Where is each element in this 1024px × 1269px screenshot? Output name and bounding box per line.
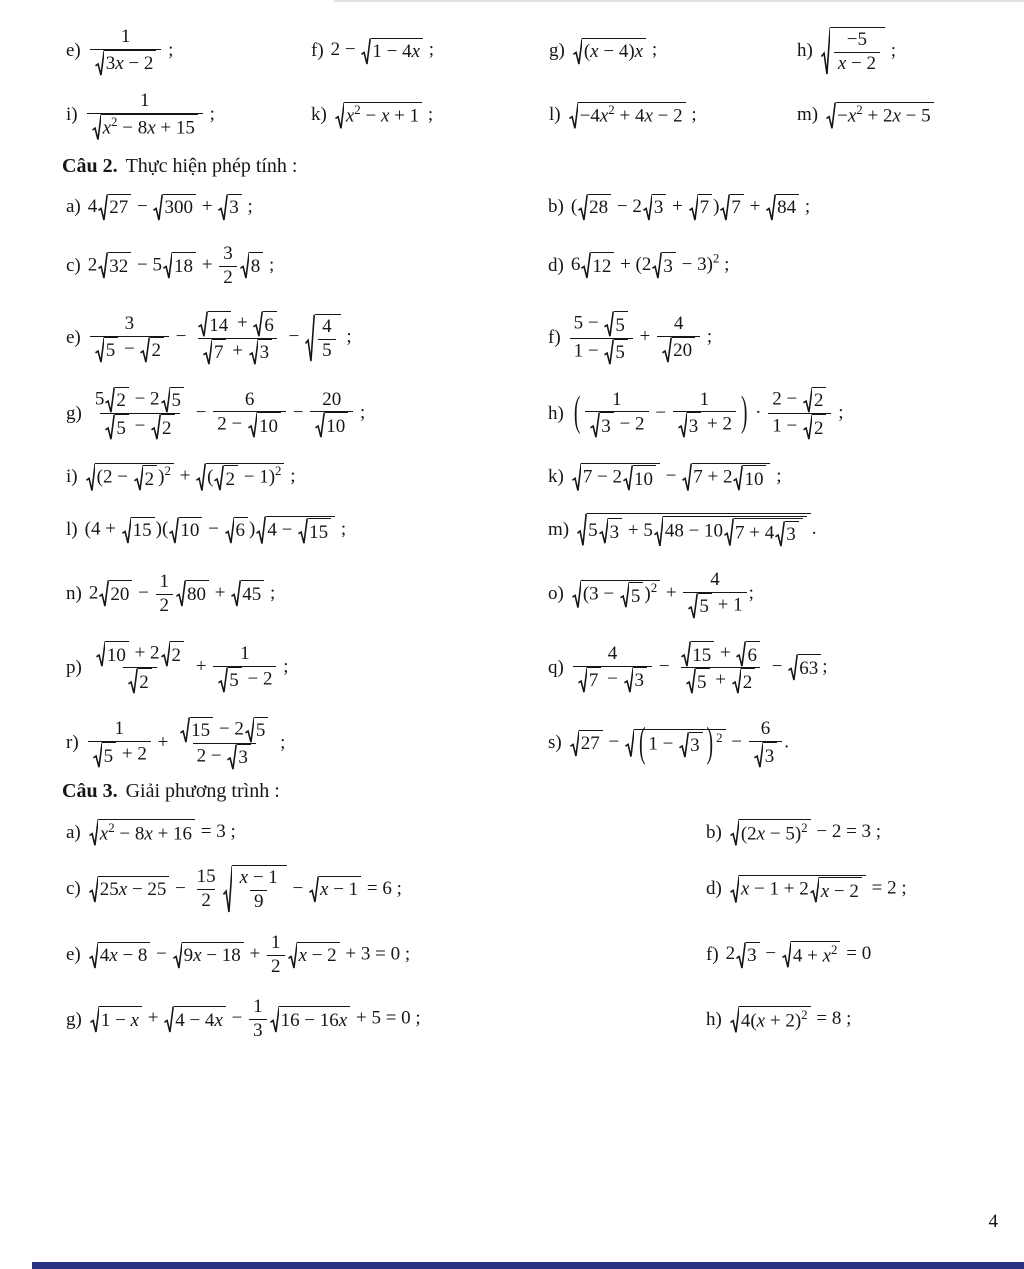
item-label: e) bbox=[66, 40, 81, 62]
sqrt-radical: 20 bbox=[662, 337, 695, 363]
sqrt-radical: 6 bbox=[225, 517, 249, 544]
math-expression: 2 − 1 − 4x ; bbox=[331, 37, 434, 64]
page-top-edge-line bbox=[334, 0, 1024, 2]
sqrt-radical: 2 bbox=[803, 414, 827, 440]
exercise-item bbox=[66, 387, 548, 441]
cau2-items-grid bbox=[66, 194, 1006, 771]
sqrt-radical: 3x − 2 bbox=[95, 50, 157, 76]
sqrt-radical: 5 bbox=[245, 717, 269, 743]
math-expression: (3 − 5 )$^2$ + $\frac{4}{5 + 1}$ ; bbox=[571, 569, 754, 619]
sqrt-radical: 15 bbox=[681, 641, 714, 667]
fraction: $\frac{1}{2}$ bbox=[267, 932, 285, 979]
sqrt-radical: $-4x^2 + 4x - 2$ bbox=[569, 102, 686, 129]
item-label: p) bbox=[66, 656, 82, 678]
fraction: $\frac{1}{3 - 2}$ bbox=[585, 389, 648, 439]
cau2-heading bbox=[62, 155, 1006, 178]
item-label: o) bbox=[548, 583, 564, 605]
math-expression: 27 − ( 1 − 3 ) $^2$ − $\frac{6}{3}$ . bbox=[569, 718, 789, 768]
math-expression: 4 27 − 300 + 3 ; bbox=[88, 194, 253, 221]
sqrt-radical: 2 bbox=[803, 387, 827, 413]
fraction: 5 2 − 2 5 5 − 2 bbox=[91, 387, 189, 441]
fraction: 14 + 6 7 + 3 bbox=[193, 311, 282, 365]
math-expression: $\frac{-5}{x - 2}$ ; bbox=[820, 27, 896, 76]
sqrt-radical: 3 bbox=[599, 518, 623, 544]
sqrt-radical: 15 bbox=[122, 517, 155, 544]
sqrt-radical: (3 − 5 )$^2$ bbox=[572, 580, 660, 609]
item-label: f) bbox=[706, 944, 719, 966]
sqrt-radical: 15 bbox=[180, 717, 213, 743]
cau1-items-row-1 bbox=[66, 26, 1006, 76]
page-number: 4 bbox=[988, 1211, 998, 1232]
sqrt-radical: 3 bbox=[590, 412, 614, 438]
math-expression: $4(x + 2)^2 = 8$ ; bbox=[729, 1006, 852, 1033]
sqrt-radical: 5 bbox=[161, 387, 185, 413]
bottom-blue-bar bbox=[32, 1262, 1024, 1269]
exercise-item bbox=[549, 37, 797, 64]
math-expression: (4 + 15 )( 10 − 6 ) 4 − 15 ; bbox=[85, 516, 347, 545]
sqrt-radical: 16 − 16x bbox=[270, 1006, 351, 1033]
sqrt-radical: 3 bbox=[652, 252, 676, 279]
sqrt-radical: 5 bbox=[218, 667, 242, 693]
math-expression: $\frac{1}{5 + 2}$ + 15 − 2 5 2 − 3 ; bbox=[86, 717, 286, 771]
exercise-item bbox=[66, 641, 548, 695]
exercise-item bbox=[797, 102, 1006, 129]
item-label: h) bbox=[797, 40, 813, 62]
sqrt-radical: 1 − x bbox=[90, 1006, 142, 1033]
sqrt-radical: 3 bbox=[678, 412, 702, 438]
math-expression: 25x − 25 − $\frac{15}{2}$ $\frac{x - 1}{9}$ − x − 1 = 6 ; bbox=[88, 865, 402, 914]
sqrt-radical: 45 bbox=[231, 580, 264, 607]
sqrt-radical: 3 bbox=[643, 194, 667, 221]
sqrt-radical: 25x − 25 bbox=[89, 876, 170, 903]
sqrt-radical: 4x − 8 bbox=[89, 942, 151, 969]
sqrt-radical: 7 bbox=[689, 194, 713, 221]
exercise-item bbox=[66, 717, 548, 771]
sqrt-radical: 10 bbox=[315, 412, 348, 438]
sqrt-radical: 18 bbox=[163, 252, 196, 279]
sqrt-radical: 2 bbox=[140, 337, 164, 363]
cau3-heading bbox=[62, 780, 1006, 803]
fraction: 4 7 − 3 bbox=[573, 643, 652, 693]
math-expression: 1 − x + 4 − 4x − $\frac{1}{3}$ 16 − 16x + 5 = 0 ; bbox=[89, 996, 421, 1043]
sqrt-radical: 15 bbox=[298, 518, 331, 544]
cau3-items-grid bbox=[66, 819, 1006, 1043]
sqrt-radical: 4 − 4x bbox=[164, 1006, 226, 1033]
exercise-item bbox=[66, 516, 548, 545]
sqrt-radical: $x^2 - x + 1$ bbox=[335, 102, 422, 129]
sqrt-radical: 5 3 + 5 48 − 10 7 + 4 3 bbox=[577, 513, 811, 547]
exercise-item bbox=[66, 463, 548, 492]
item-label: c) bbox=[66, 255, 81, 277]
fraction: $\frac{6}{3}$ bbox=[749, 718, 783, 768]
item-label: e) bbox=[66, 327, 81, 349]
math-expression: 10 + 2 2 2 + $\frac{1}{5 - 2}$ ; bbox=[89, 641, 289, 695]
fraction: 15 + 6 5 + 2 bbox=[676, 641, 765, 695]
item-label: g) bbox=[66, 402, 82, 424]
sqrt-radical: 3 bbox=[218, 194, 242, 221]
sqrt-radical: 4 − 15 bbox=[256, 516, 335, 545]
sqrt-radical: 48 − 10 7 + 4 3 bbox=[654, 516, 807, 547]
sqrt-radical: 8 bbox=[240, 252, 264, 279]
sqrt-radical: 10 bbox=[96, 641, 129, 667]
item-label: c) bbox=[66, 878, 81, 900]
sqrt-radical: x − 2 bbox=[288, 942, 340, 969]
sqrt-radical: (2 − 2 )$^2$ bbox=[86, 463, 174, 492]
sqrt-radical: 5 bbox=[688, 593, 712, 619]
sqrt-radical: 7 bbox=[203, 339, 227, 365]
exercise-item bbox=[548, 513, 1006, 547]
exercise-item bbox=[311, 102, 549, 129]
exercise-item bbox=[66, 865, 706, 914]
cau2-heading-title: Thực hiện phép tính : bbox=[125, 154, 298, 177]
math-expression: 4x − 8 − 9x − 18 + $\frac{1}{2}$ x − 2 + 3 = 0 ; bbox=[88, 932, 410, 979]
item-label: a) bbox=[66, 822, 81, 844]
item-label: l) bbox=[549, 104, 561, 126]
item-label: i) bbox=[66, 465, 78, 487]
exercise-item bbox=[797, 27, 1006, 76]
fraction: 15 − 2 5 2 − 3 bbox=[175, 717, 273, 771]
sqrt-radical: 5 bbox=[95, 337, 119, 363]
sqrt-radical: x − 1 + 2 x − 2 bbox=[730, 875, 866, 904]
sqrt-radical: 5 bbox=[620, 582, 644, 608]
item-label: k) bbox=[548, 465, 564, 487]
item-label: d) bbox=[548, 255, 564, 276]
sqrt-radical: 9x − 18 bbox=[173, 942, 244, 969]
math-expression: 3 5 − 2 − 14 + 6 7 + 3 − $\frac{4}{5}$ ; bbox=[88, 311, 352, 365]
exercise-item bbox=[549, 102, 797, 129]
sqrt-radical: 63 bbox=[788, 654, 821, 681]
fraction: $\frac{1}{3 + 2}$ bbox=[673, 389, 736, 439]
math-expression: ( 28 − 2 3 + 7 ) 7 + 84 ; bbox=[571, 194, 810, 221]
sqrt-radical: 6 bbox=[253, 311, 277, 337]
fraction: $\frac{1}{5 + 2}$ bbox=[88, 718, 151, 768]
item-label: f) bbox=[311, 40, 324, 62]
exercise-item bbox=[548, 718, 1006, 768]
sqrt-radical: 2 bbox=[151, 414, 175, 440]
sqrt-radical: 12 bbox=[581, 252, 614, 279]
exercise-item bbox=[66, 90, 311, 140]
fraction: $\frac{1}{2}$ bbox=[156, 571, 174, 618]
cau1-items-row-2 bbox=[66, 90, 1006, 140]
math-expression: $x^2 - 8x + 16 = 3$ ; bbox=[88, 819, 236, 846]
exercise-item bbox=[311, 37, 549, 64]
sqrt-radical: 10 bbox=[623, 465, 656, 491]
sqrt-radical: 5 bbox=[105, 414, 129, 440]
exercise-item bbox=[706, 819, 1006, 846]
item-label: m) bbox=[548, 519, 570, 541]
exercise-item bbox=[548, 194, 1006, 221]
sqrt-radical: 7 + 2 10 bbox=[682, 463, 770, 492]
sqrt-radical: 2 bbox=[214, 465, 238, 491]
fraction: $\frac{1}{3}$ bbox=[249, 996, 267, 1043]
fraction: $\frac{1}{5 - 2}$ bbox=[213, 643, 276, 693]
sqrt-radical: 10 bbox=[169, 517, 202, 544]
item-label: g) bbox=[549, 40, 565, 62]
sqrt-radical bbox=[305, 314, 341, 363]
item-label: l) bbox=[66, 519, 78, 541]
exercise-item bbox=[66, 996, 706, 1043]
sqrt-radical: 5 bbox=[604, 339, 628, 365]
math-expression: (2 − 2 )$^2$ + ( 2 − 1)$^2$ ; bbox=[85, 463, 296, 492]
exercise-item bbox=[66, 26, 311, 76]
sqrt-radical: $-x^2 + 2x - 5$ bbox=[826, 102, 933, 129]
exercise-item bbox=[548, 387, 1006, 441]
fraction: $\frac{-5}{x - 2}$ bbox=[834, 29, 880, 76]
exercise-item bbox=[548, 641, 1006, 695]
sqrt-radical: $x^2 - 8x + 15$ bbox=[92, 114, 198, 141]
sqrt-radical: $x^2 - 8x + 16$ bbox=[89, 819, 195, 846]
fraction: 2 − 2 1 − 2 bbox=[768, 387, 831, 441]
exercise-item bbox=[706, 875, 1006, 904]
math-expression: 5 − 5 1 − 5 + $\frac{4}{20}$ ; bbox=[568, 311, 712, 365]
sqrt-radical: 3 bbox=[679, 732, 703, 758]
sqrt-radical: 3 bbox=[736, 942, 760, 969]
sqrt-radical: 10 bbox=[733, 465, 766, 491]
math-expression: $(2x - 5)^2 - 2 = 3$ ; bbox=[729, 819, 881, 846]
sqrt-radical: 7 bbox=[578, 667, 602, 693]
sqrt-radical: 28 bbox=[578, 194, 611, 221]
fraction: $\frac{4}{20}$ bbox=[657, 313, 700, 363]
fraction: $\frac{3}{2}$ bbox=[219, 243, 237, 290]
sqrt-radical: 27 bbox=[570, 730, 603, 757]
sqrt-radical: 32 bbox=[98, 252, 131, 279]
exercise-item bbox=[548, 252, 1006, 279]
sqrt-radical: ( 1 − 3 ) $^2$ bbox=[625, 729, 726, 758]
sqrt-radical: 1 − 4x bbox=[361, 38, 423, 65]
item-label: d) bbox=[706, 878, 722, 900]
math-expression: 2 32 − 5 18 + $\frac{3}{2}$ 8 ; bbox=[87, 242, 275, 288]
item-label: a) bbox=[66, 196, 81, 218]
exercise-item bbox=[66, 571, 548, 618]
sqrt-radical bbox=[821, 27, 885, 76]
exercise-item bbox=[66, 819, 706, 846]
sqrt-radical: $(2x - 5)^2$ bbox=[730, 819, 811, 846]
exercise-item bbox=[66, 243, 548, 290]
item-label: h) bbox=[706, 1008, 722, 1030]
sqrt-radical: 5 bbox=[604, 311, 628, 337]
sqrt-radical: 3 bbox=[249, 339, 273, 365]
fraction: $\frac{4}{5}$ bbox=[318, 316, 336, 363]
exercise-item bbox=[548, 569, 1006, 619]
math-expression: 4 7 − 3 − 15 + 6 5 + 2 − 63 ; bbox=[571, 641, 828, 695]
sqrt-radical: 7 − 2 10 bbox=[572, 463, 660, 492]
item-label: k) bbox=[311, 104, 327, 126]
sqrt-radical: 10 bbox=[248, 412, 281, 438]
sqrt-radical: 300 bbox=[153, 194, 196, 221]
fraction: 10 + 2 2 2 bbox=[91, 641, 189, 695]
sqrt-radical: 2 bbox=[161, 641, 185, 667]
math-expression: $-4x^2 + 4x - 2$ ; bbox=[568, 102, 697, 129]
sqrt-radical: x − 2 bbox=[810, 877, 862, 903]
sqrt-radical: 3 bbox=[624, 667, 648, 693]
sqrt-radical: 5 bbox=[686, 668, 710, 694]
sqrt-radical: $4(x + 2)^2$ bbox=[730, 1006, 811, 1033]
sqrt-radical: 20 bbox=[99, 580, 132, 607]
math-expression: x − 1 + 2 x − 2 = 2 ; bbox=[729, 875, 907, 904]
sqrt-radical: $4 + x^2$ bbox=[782, 941, 841, 968]
big-paren-group: ( $\frac{1}{3 - 2}$ − $\frac{1}{3 + 2}$ ) bbox=[573, 388, 748, 437]
exercise-item bbox=[548, 463, 1006, 492]
fraction: $\frac{4}{5 + 1}$ bbox=[683, 569, 746, 619]
fraction: $\frac{20}{10}$ bbox=[310, 389, 353, 439]
sqrt-radical: x − 1 bbox=[309, 876, 361, 903]
math-expression: $x^2 - x + 1$ ; bbox=[334, 102, 433, 129]
item-label: r) bbox=[66, 732, 79, 754]
item-label: i) bbox=[66, 104, 78, 126]
math-expression: 2 3 − $4 + x^2 = 0$ bbox=[726, 941, 872, 968]
math-expression: (x − 4)x ; bbox=[572, 37, 657, 64]
cau2-heading-number: Câu 2. bbox=[62, 154, 118, 177]
fraction: 3 5 − 2 bbox=[90, 313, 169, 363]
exercise-item bbox=[66, 311, 548, 365]
math-expression: 7 − 2 10 − 7 + 2 10 ; bbox=[571, 463, 782, 492]
sqrt-radical: 27 bbox=[98, 194, 131, 221]
item-label: s) bbox=[548, 732, 562, 754]
sqrt-radical: 3 bbox=[754, 742, 778, 768]
exercise-item bbox=[706, 1006, 1006, 1033]
sqrt-radical: 2 bbox=[105, 387, 129, 413]
fraction: $\frac{x - 1}{9}$ bbox=[239, 867, 278, 913]
item-label: e) bbox=[66, 944, 81, 966]
sqrt-radical: 2 bbox=[128, 668, 152, 694]
cau3-heading-number: Câu 3. bbox=[62, 780, 118, 803]
math-expression: $\frac{1}{x^2 - 8x + 15}$ ; bbox=[85, 90, 215, 140]
item-label: q) bbox=[548, 656, 564, 678]
exercise-item bbox=[706, 941, 1006, 968]
sqrt-radical: 14 bbox=[198, 311, 231, 337]
math-expression: 5 2 − 2 5 5 − 2 − 6 2 − 10 − $\frac{20}{10}$ ; bbox=[89, 387, 365, 441]
sqrt-radical: 7 + 4 3 bbox=[724, 518, 803, 547]
sqrt-radical bbox=[223, 865, 287, 914]
sqrt-radical: 7 bbox=[720, 194, 744, 221]
exercise-item bbox=[548, 311, 1006, 365]
item-label: n) bbox=[66, 583, 82, 605]
sqrt-radical: 5 bbox=[93, 742, 117, 768]
fraction: $\frac{1}{x^2 - 8x + 15}$ bbox=[87, 90, 203, 140]
math-expression: 6 12 + (2 3 − 3)$^2$ ; bbox=[571, 252, 730, 279]
sqrt-radical: 2 bbox=[134, 465, 158, 491]
exercise-item bbox=[66, 194, 548, 221]
sqrt-radical: 84 bbox=[766, 194, 799, 221]
exercise-item bbox=[66, 932, 706, 979]
item-label: h) bbox=[548, 402, 564, 424]
sqrt-radical: 2 bbox=[732, 668, 756, 694]
math-expression: $\frac{1}{3x - 2}$ ; bbox=[88, 26, 174, 76]
cau3-heading-title: Giải phương trình : bbox=[125, 780, 280, 803]
sqrt-radical: 3 bbox=[227, 744, 251, 770]
sqrt-radical: 6 bbox=[736, 641, 760, 667]
sqrt-radical: ( 2 − 1)$^2$ bbox=[196, 463, 284, 492]
item-label: m) bbox=[797, 104, 819, 126]
math-expression bbox=[825, 102, 934, 129]
big-paren-group: ( 1 − 3 ) bbox=[638, 720, 714, 767]
fraction: 6 2 − 10 bbox=[213, 389, 286, 439]
fraction: 5 − 5 1 − 5 bbox=[570, 311, 633, 365]
sqrt-radical: 80 bbox=[176, 580, 209, 607]
item-label: f) bbox=[548, 327, 561, 349]
sqrt-radical: 3 bbox=[775, 521, 799, 547]
item-label: b) bbox=[548, 196, 564, 218]
math-expression: 5 3 + 5 48 − 10 7 + 4 3 . bbox=[576, 513, 816, 547]
sqrt-radical: (x − 4)x bbox=[573, 38, 646, 65]
fraction: $\frac{15}{2}$ bbox=[196, 866, 216, 911]
item-label: b) bbox=[706, 822, 722, 844]
math-expression: ( $\frac{1}{3 - 2}$ − $\frac{1}{3 + 2}$ ) · 2 − 2 1 − 2 ; bbox=[571, 387, 844, 441]
item-label: g) bbox=[66, 1008, 82, 1030]
math-expression: 2 20 − $\frac{1}{2}$ 80 + 45 ; bbox=[88, 570, 276, 616]
fraction: $\frac{1}{3x - 2}$ bbox=[90, 26, 162, 76]
